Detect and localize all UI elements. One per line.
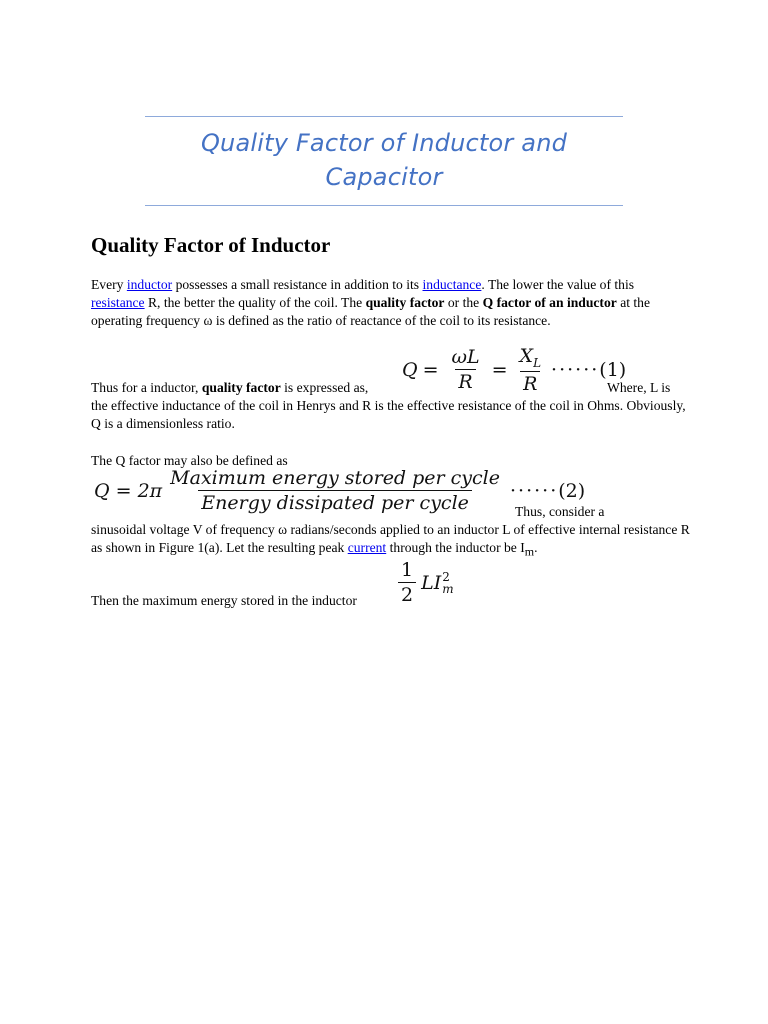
eq1-equals: =: [422, 358, 439, 381]
thus-lead: Thus, consider a: [515, 504, 605, 519]
eq1-den1: R: [455, 369, 475, 393]
bold-term: quality factor: [201, 380, 281, 395]
paragraph-thus-lead: [515, 503, 695, 521]
link-resistance[interactable]: resistance: [91, 295, 145, 310]
paragraph-energy: Then the maximum energy stored in the inductor: [91, 593, 357, 608]
text: R, the better the quality of the coil. The: [144, 295, 366, 310]
text: Every: [91, 277, 127, 292]
paragraph-expression: [91, 379, 691, 397]
link-inductor[interactable]: inductor: [126, 277, 173, 292]
eq1-xl-sub: L: [533, 355, 542, 370]
text: at the operating frequency ω is defined as the ratio of reactance of the coil to its resistance.: [91, 295, 651, 328]
paragraph-where: [91, 397, 691, 433]
title-top-rule: [145, 116, 623, 117]
text: . The lower the value of this: [481, 277, 635, 292]
thus-rest: sinusoidal voltage V of frequency ω radians/seconds applied to an inductor L of effective internal resistance R as shown in Figure 1(a). Let the resulting peak: [91, 522, 690, 555]
eq3-body: LI: [421, 571, 442, 594]
where-rest: the effective inductance of the coil in Henrys and R is the effective resistance of the coil in Ohms. Obviously, Q is a dimensionless ratio.: [91, 398, 686, 431]
eq3-sup: 2: [442, 569, 450, 584]
current-sub: m: [524, 544, 535, 559]
paragraph-where-lead: [607, 379, 697, 397]
bold-term: Q factor of an inductor: [482, 295, 617, 310]
paragraph-intro: [91, 276, 691, 330]
eq2-dots: ······: [510, 479, 559, 502]
eq1-dots: ······: [551, 358, 600, 381]
text: Thus for a inductor,: [91, 380, 202, 395]
equation-2: [94, 467, 585, 514]
eq3-sub: m: [442, 581, 454, 596]
eq3-scripts: [442, 571, 453, 595]
eq1-xl: X: [519, 345, 534, 367]
eq1-num1: ωL: [451, 346, 480, 369]
text: through the inductor be I: [386, 540, 525, 555]
equation-3: [393, 559, 454, 606]
eq1-equals-2: =: [491, 358, 508, 381]
section-heading: Quality Factor of Inductor: [91, 233, 331, 257]
link-current[interactable]: current: [347, 540, 387, 555]
eq2-fraction: [167, 467, 503, 514]
link-inductance[interactable]: inductance: [422, 277, 482, 292]
eq3-num: 1: [401, 559, 414, 581]
paragraph-alt-def: The Q factor may also be defined as: [91, 453, 288, 468]
text: or the: [444, 295, 483, 310]
eq2-lhs: Q = 2π: [94, 479, 163, 502]
eq2-label: (2): [558, 479, 586, 502]
page-title: Quality Factor of Inductor and Capacitor: [200, 129, 568, 191]
eq1-num2: [517, 345, 545, 371]
text: possesses a small resistance in addition to its: [172, 277, 423, 292]
eq2-num: Maximum energy stored per cycle: [170, 467, 501, 489]
eq1-label: (1): [599, 358, 627, 381]
text: .: [534, 540, 538, 555]
text: is expressed as,: [280, 380, 369, 395]
eq3-den: 2: [398, 582, 416, 606]
title-bottom-rule: [145, 205, 623, 206]
eq1-den2: R: [520, 371, 540, 395]
eq2-den: Energy dissipated per cycle: [198, 490, 472, 514]
eq1-lhs: Q: [402, 358, 418, 381]
paragraph-thus: [91, 521, 691, 561]
eq3-fraction: [398, 559, 416, 606]
bold-term: quality factor: [365, 295, 445, 310]
where-text: Where, L is: [607, 380, 671, 395]
